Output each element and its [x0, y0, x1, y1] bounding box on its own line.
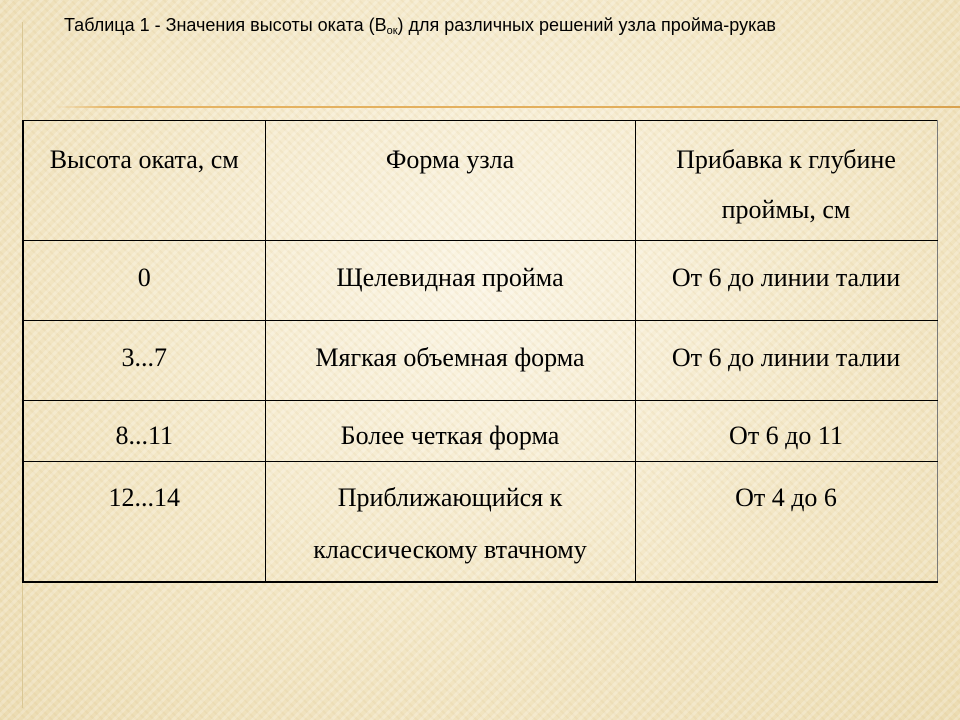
table-row: [23, 401, 937, 462]
header-cell-allowance: Прибавка к глубине проймы, см: [635, 121, 937, 241]
table-cell: 12...14: [23, 462, 265, 582]
header-cell-height: Высота оката, см: [23, 121, 265, 241]
table-cell: Мягкая объемная форма: [265, 321, 635, 401]
table-cell: 3...7: [23, 321, 265, 401]
slide-title: [64, 12, 944, 38]
title-suffix: ) для различных решений узла пройма-рукав: [397, 15, 776, 35]
table-cell: Щелевидная пройма: [265, 241, 635, 321]
table-cell: 0: [23, 241, 265, 321]
header-cell-shape: Форма узла: [265, 121, 635, 241]
data-table: [22, 120, 938, 583]
table-row: [23, 462, 937, 582]
table-row: [23, 321, 937, 401]
table-cell: От 6 до 11: [635, 401, 937, 462]
table-cell: 8...11: [23, 401, 265, 462]
table-cell: От 6 до линии талии: [635, 321, 937, 401]
title-underline: [55, 106, 960, 108]
title-prefix: Таблица 1 - Значения высоты оката (В: [64, 15, 387, 35]
title-subscript: ок: [386, 25, 398, 37]
table-cell: От 4 до 6: [635, 462, 937, 582]
table-header-row: [23, 121, 937, 241]
table-cell: От 6 до линии талии: [635, 241, 937, 321]
table-cell: Приближающийся к классическому втачному: [265, 462, 635, 582]
table-cell: Более четкая форма: [265, 401, 635, 462]
table-row: [23, 241, 937, 321]
